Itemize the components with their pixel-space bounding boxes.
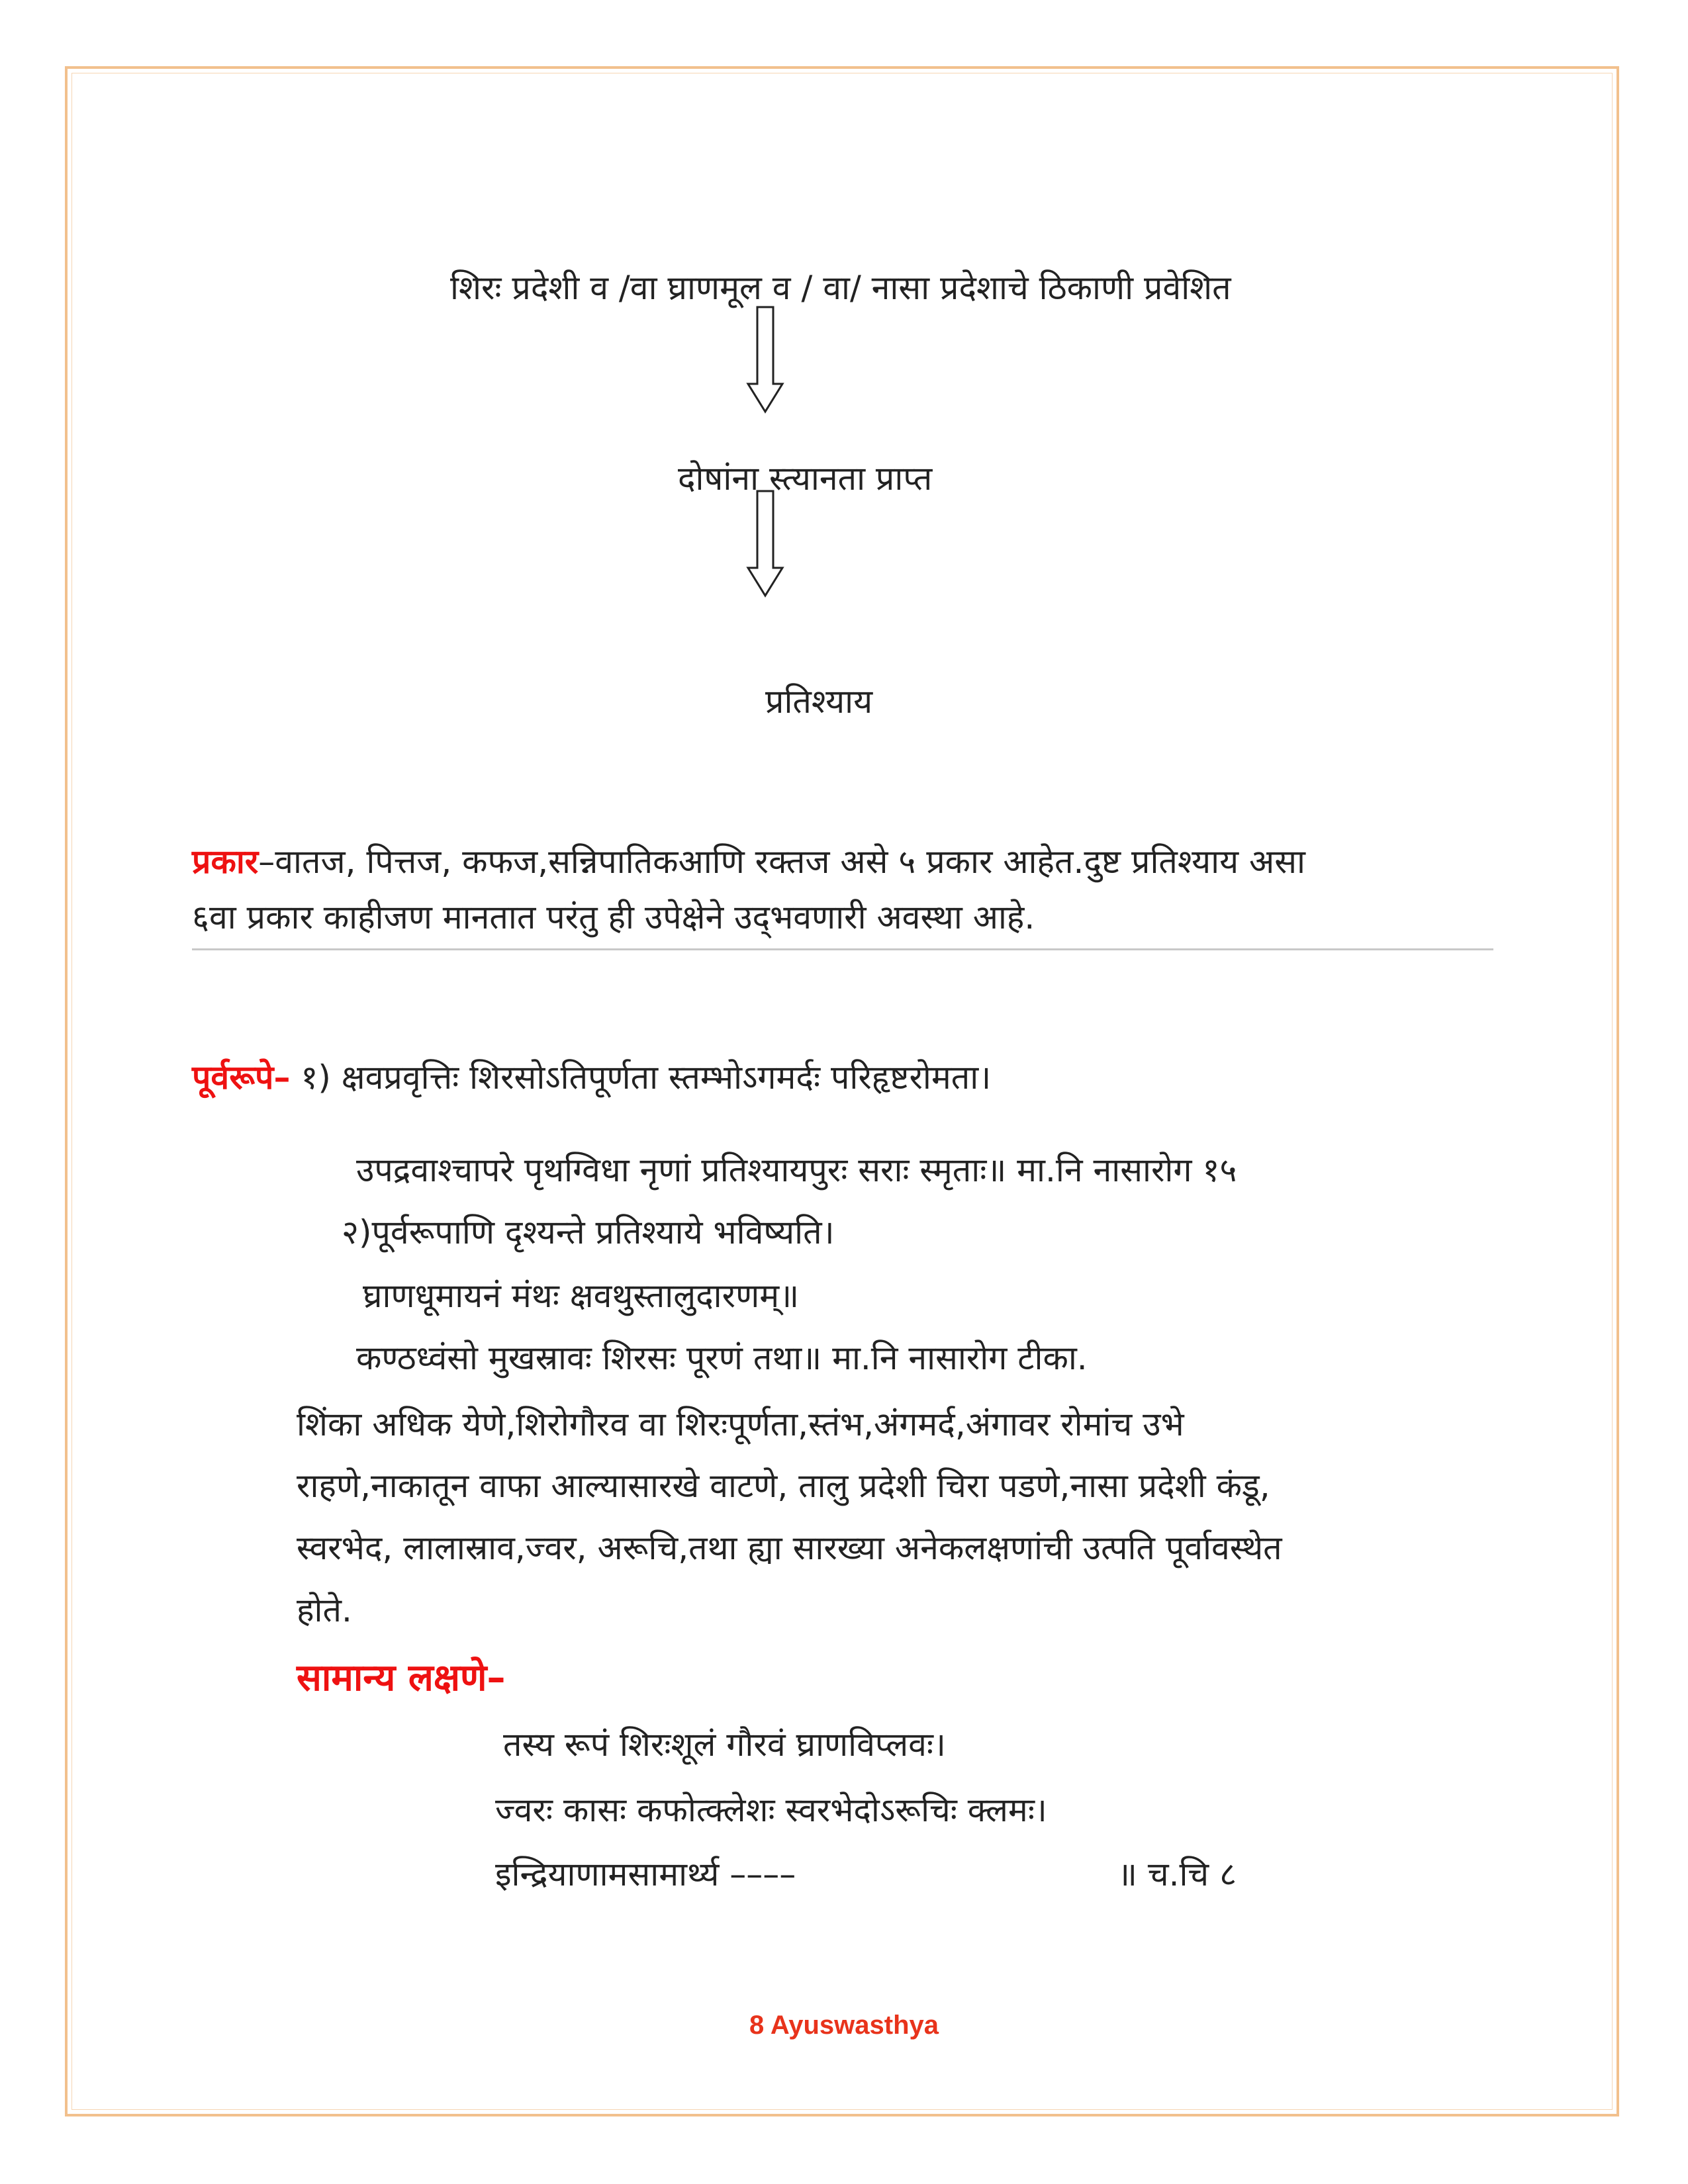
purvarupe-verse-5: कण्ठध्वंसो मुखस्रावः शिरसः पूरणं तथा॥ मा.नि नासारोग टीका. <box>356 1339 1088 1377</box>
prakar-line-2: ६वा प्रकार काहीजण मानतात परंतु ही उपेक्षेने उद्‌भवणारी अवस्था आहे. <box>192 898 1035 936</box>
flow-step-3: प्रतिश्याय <box>765 682 873 721</box>
samanya-reference: ॥ च.चि ८ <box>1117 1855 1237 1893</box>
purvarupe-line-1 <box>192 1058 991 1097</box>
purvarupe-para-2: राहणे,नाकातून वाफा आल्यासारखे वाटणे, तालु प्रदेशी चिरा पडणे,नासा प्रदेशी कंडू, <box>297 1467 1270 1505</box>
divider <box>192 948 1493 950</box>
flow-step-1: शिरः प्रदेशी व /वा घ्राणमूल व / वा/ नासा प्रदेशाचे ठिकाणी प्रवेशित <box>450 269 1231 307</box>
purvarupe-verse-3: २)पूर्वरूपाणि दृश्यन्ते प्रतिश्याये भविष्यति। <box>342 1213 835 1251</box>
down-arrow-icon <box>745 490 785 598</box>
purvarupe-para-1: शिंका अधिक येणे,शिरोगौरव वा शिरःपूर्णता,स्तंभ,अंगमर्द,अंगावर रोमांच उभे <box>297 1405 1184 1443</box>
purvarupe-verse-1: १) क्षवप्रवृत्तिः शिरसोऽतिपूर्णता स्तम्भोऽगमर्दः परिहृष्टरोमता। <box>290 1058 992 1097</box>
purvarupe-verse-2: उपद्रवाश्चापरे पृथग्विधा नृणां प्रतिश्यायपुरः सराः स्मृताः॥ मा.नि नासारोग १५ <box>356 1151 1237 1189</box>
purvarupe-para-4: होते. <box>297 1591 352 1629</box>
samanya-verse-1: तस्य रूपं शिरःशूलं गौरवं घ्राणविप्लवः। <box>503 1725 946 1764</box>
flow-step-2: दोषांना स्त्यानता प्राप्त <box>678 459 933 498</box>
purvarupe-para-3: स्वरभेद, लालास्राव,ज्वर, अरूचि,तथा ह्या सारख्या अनेकलक्षणांची उत्पति पूर्वावस्थेत <box>297 1529 1282 1567</box>
down-arrow-icon <box>745 306 785 414</box>
prakar-heading: प्रकार <box>192 842 259 881</box>
purvarupe-verse-4: घ्राणधूमायनं मंथः क्षवथुस्तालुदारणम्॥ <box>363 1277 800 1315</box>
samanya-verse-3: इन्द्रियाणामसामार्थ्य –––– <box>495 1855 796 1893</box>
purvarupe-heading: पूर्वरूपे– <box>192 1058 291 1097</box>
prakar-text-1: वातज, पित्तज, कफज,सन्निपातिकआणि रक्तज असे ५ प्रकार आहेत.दुष्ट प्रतिश्याय असा <box>275 842 1305 881</box>
samanya-verse-2: ज्वरः कासः कफोत्क्लेशः स्वरभेदोऽरूचिः क्लमः। <box>495 1791 1047 1829</box>
prakar-line-1 <box>192 842 1305 882</box>
samanya-heading: सामान्य लक्षणे– <box>297 1657 506 1700</box>
page-footer: 8 Ayuswasthya <box>749 2011 939 2040</box>
prakar-dash: – <box>258 842 275 881</box>
